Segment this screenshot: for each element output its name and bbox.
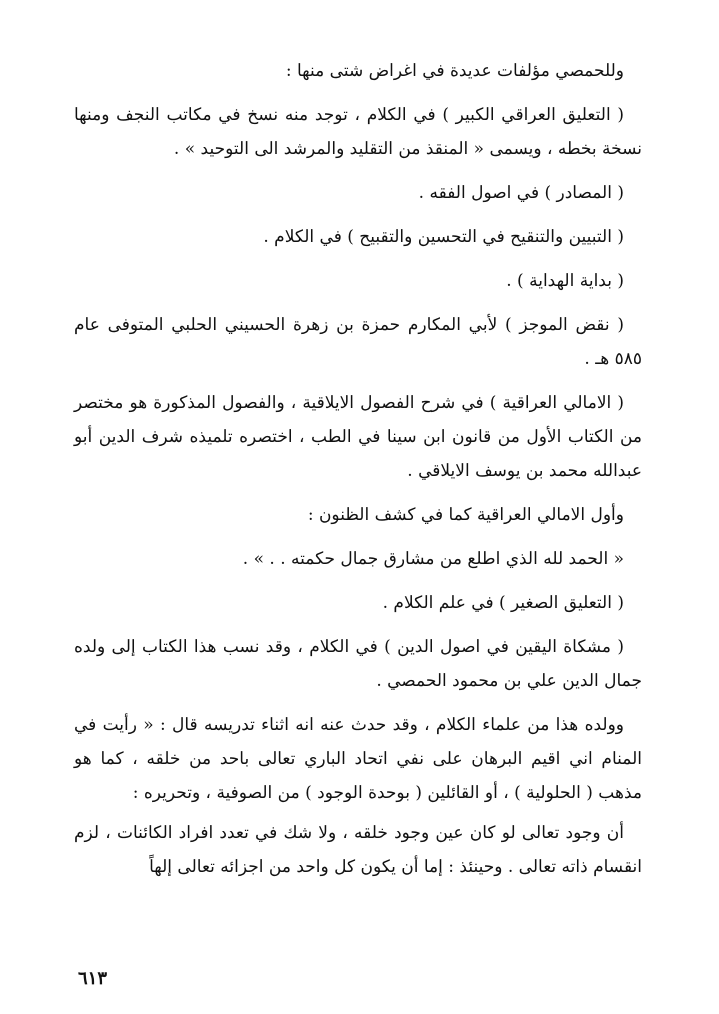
- paragraph-amali: ( الامالي العراقية ) في شرح الفصول الايلاقية ، والفصول المذكورة هو مختصر من الكتاب الأول من قانون ابن سينا في الطب ، اختصره تلميذه شرف الدين أبو عبدالله محمد بن يوسف الايلاقي .: [74, 393, 642, 481]
- paragraph-tabyin: ( التبيين والتنقيح في التحسين والتقبيح ) في الكلام .: [263, 227, 624, 247]
- paragraph-kashf-zunun: وأول الامالي العراقية كما في كشف الظنون :: [307, 505, 624, 525]
- page-number: ٦١٣: [78, 968, 108, 989]
- paragraph-masadir: ( المصادر ) في اصول الفقه .: [418, 183, 624, 203]
- paragraph-mishkat: ( مشكاة اليقين في اصول الدين ) في الكلام ، وقد نسب هذا الكتاب إلى ولده جمال الدين علي بن محمود الحمصي .: [74, 637, 642, 691]
- paragraph-bidaya: ( بداية الهداية ) .: [506, 271, 624, 291]
- paragraph-taliq-saghir: ( التعليق الصغير ) في علم الكلام .: [382, 593, 624, 613]
- paragraph-argument: أن وجود تعالى لو كان عين وجود خلقه ، ولا شك في تعدد افراد الكائنات ، لزم انقسام ذاته تعالى . وحينئذ : إما أن يكون كل واحد من اجزائه تعالى إلهاً: [74, 823, 642, 877]
- paragraph-taliq-kabir: ( التعليق العراقي الكبير ) في الكلام ، توجد منه نسخ في مكاتب النجف ومنها نسخة بخطه ، ويسمى « المنقذ من التقليد والمرشد الى التوحيد » .: [74, 105, 642, 159]
- paragraph-naqd-mujaz: ( نقض الموجز ) لأبي المكارم حمزة بن زهرة الحسيني الحلبي المتوفى عام ٥٨٥ هـ .: [74, 315, 642, 369]
- body-text: [74, 54, 642, 890]
- paragraph-intro: وللحمصي مؤلفات عديدة في اغراض شتى منها :: [285, 61, 624, 81]
- paragraph-quote-hamd: « الحمد لله الذي اطلع من مشارق جمال حكمته . . » .: [242, 549, 624, 569]
- paragraph-son: وولده هذا من علماء الكلام ، وقد حدث عنه انه اثناء تدريسه قال : « رأيت في المنام اني اقيم البرهان على نفي اتحاد الباري تعالى باحد من خلقه ، كما هو مذهب ( الحلولية ) ، أو القائلين ( بوحدة الوجود ) من الصوفية ، وتحريره :: [74, 715, 642, 803]
